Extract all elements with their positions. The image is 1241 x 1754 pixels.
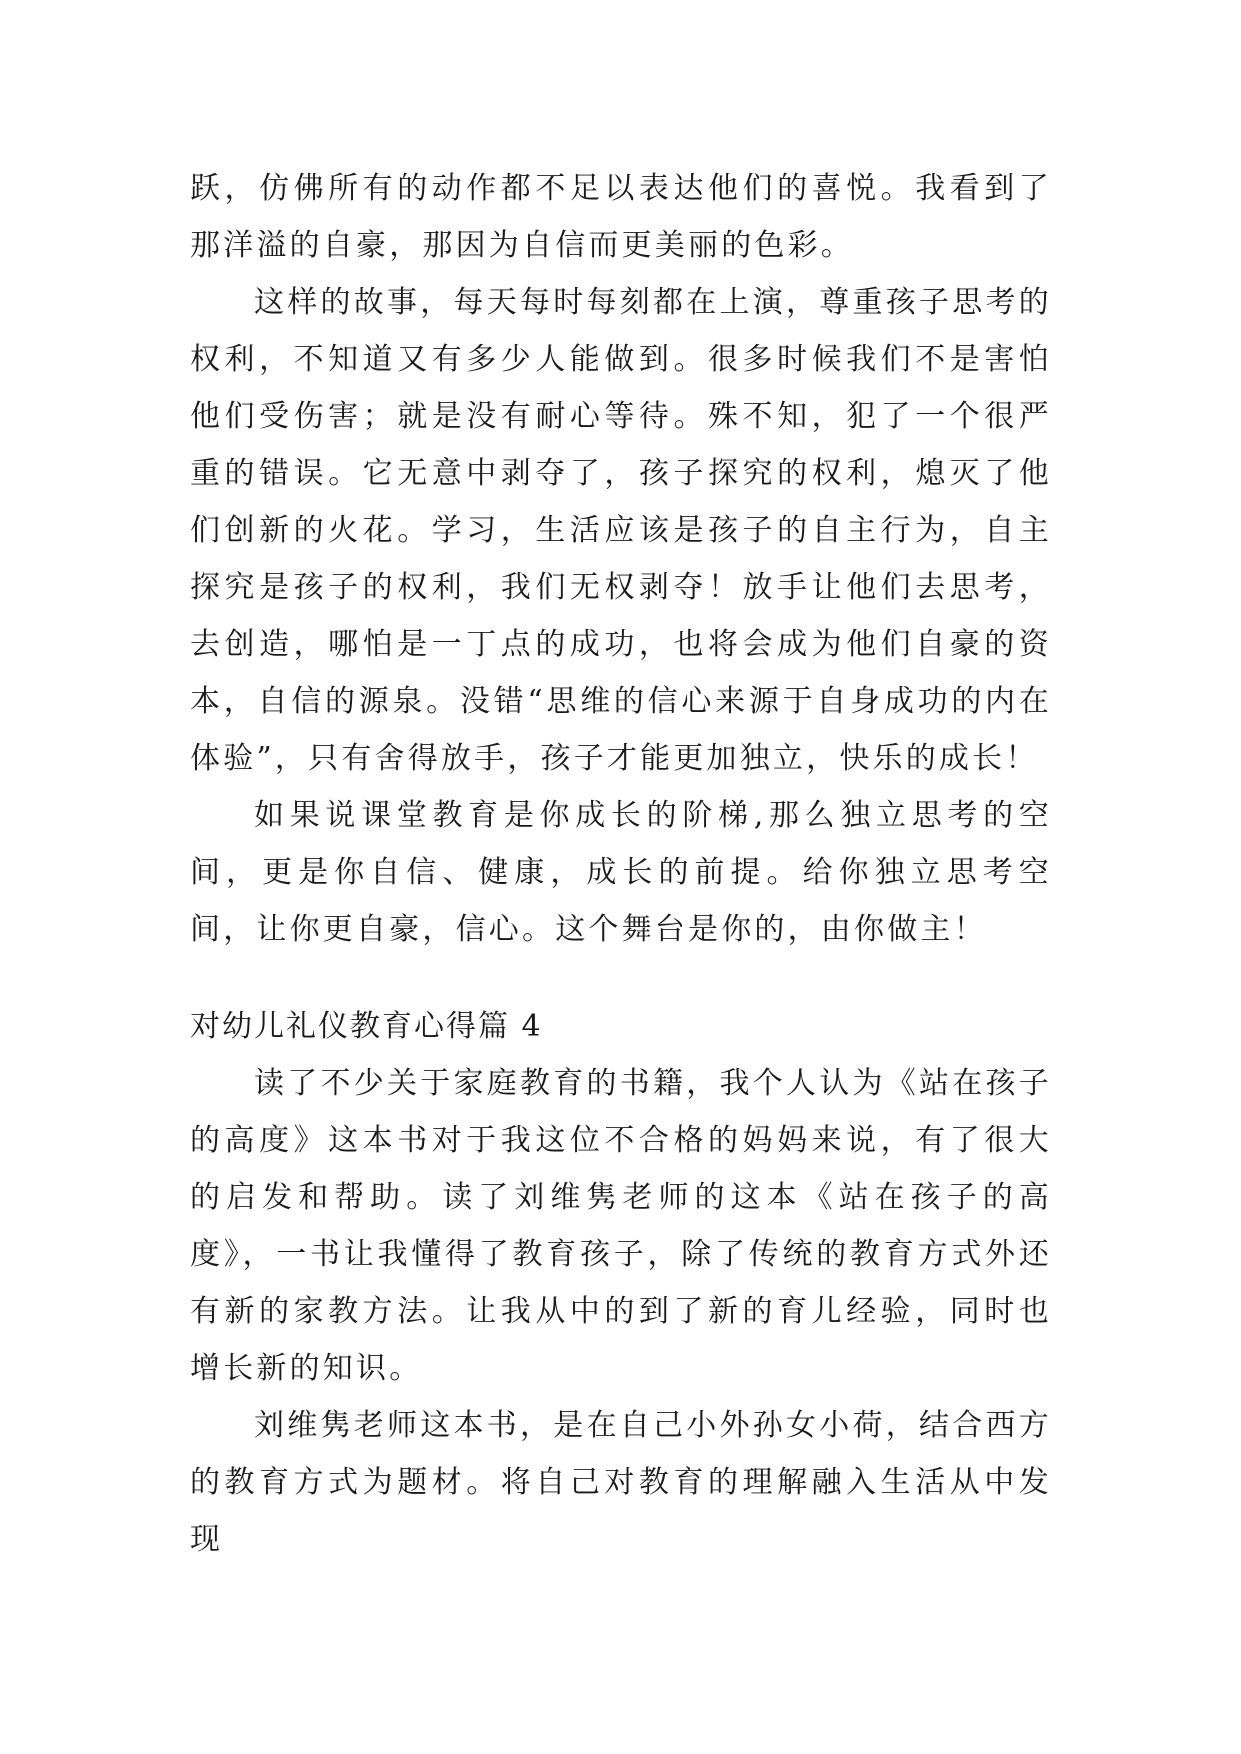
section-heading: 对幼儿礼仪教育心得篇 4 <box>190 1009 543 1044</box>
document-body <box>190 160 1052 1568</box>
paragraph-respect-thinking: 这样的故事，每天每时每刻都在上演，尊重孩子思考的权利，不知道又有多少人能做到。很多时候我们不是害怕他们受伤害；就是没有耐心等待。殊不知，犯了一个很严重的错误。它无意中剥夺了，孩子探究的权利，熄灭了他们创新的火花。学习，生活应该是孩子的自主行为，自主探究是孩子的权利，我们无权剥夺！放手让他们去思考，去创造，哪怕是一丁点的成功，也将会成为他们自豪的资本，自信的源泉。没错“思维的信心来源于自身成功的内在体验”，只有舍得放手，孩子才能更加独立，快乐的成长！ <box>190 285 1052 776</box>
paragraph-book-review: 读了不少关于家庭教育的书籍，我个人认为《站在孩子的高度》这本书对于我这位不合格的妈妈来说，有了很大的启发和帮助。读了刘维隽老师的这本《站在孩子的高度》，一书让我懂得了教育孩子，除了传统的教育方式外还有新的家教方法。让我从中的到了新的育儿经验，同时也增长新的知识。 <box>190 1066 1052 1386</box>
paragraph-continuation: 跃，仿佛所有的动作都不足以表达他们的喜悦。我看到了那洋溢的自豪，那因为自信而更美丽的色彩。 <box>190 171 1052 263</box>
section-gap <box>190 958 1052 998</box>
paragraph-independent-space: 如果说课堂教育是你成长的阶梯,那么独立思考的空间，更是你自信、健康，成长的前提。给你独立思考空间，让你更自豪，信心。这个舞台是你的，由你做主！ <box>190 798 1052 947</box>
paragraph-author-intro: 刘维隽老师这本书，是在自己小外孙女小荷，结合西方的教育方式为题材。将自己对教育的理解融入生活从中发现 <box>190 1408 1052 1557</box>
